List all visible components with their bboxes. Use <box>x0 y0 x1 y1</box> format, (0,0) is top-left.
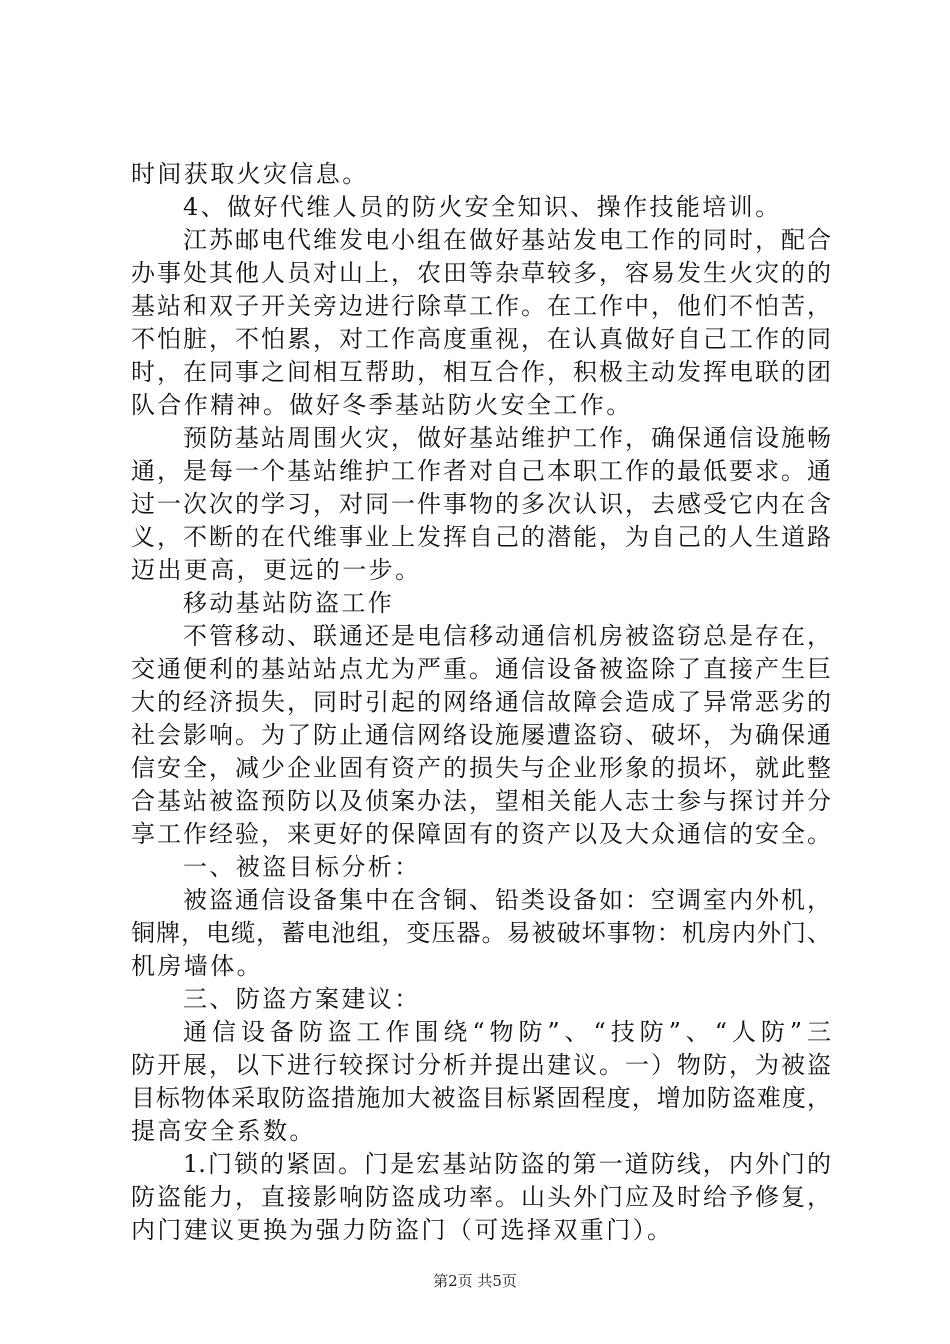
text-line: 目标物体采取防盗措施加大被盗目标紧固程度，增加防盗难度， <box>131 1084 831 1112</box>
text-line: 防开展，以下进行较探讨分析并提出建议。一）物防，为被盗 <box>131 1051 831 1079</box>
text-line: 预防基站周围火灾，做好基站维护工作，确保通信设施畅 <box>183 424 831 452</box>
text-line: 时，在同事之间相互帮助，相互合作，积极主动发挥电联的团 <box>131 358 831 386</box>
text-line: 内门建议更换为强力防盗门（可选择双重门）。 <box>131 1216 674 1244</box>
text-line: 不管移动、联通还是电信移动通信机房被盗窃总是存在， <box>183 622 831 650</box>
text-line: 一、被盗目标分析： <box>183 853 421 881</box>
text-line: 防盗能力，直接影响防盗成功率。山头外门应及时给予修复， <box>131 1183 831 1211</box>
page-footer: 第2页 共5页 <box>433 1272 517 1290</box>
text-line: 义，不断的在代维事业上发挥自己的潜能，为自己的人生道路 <box>131 523 831 551</box>
text-line: 铜牌，电缆，蓄电池组，变压器。易被破坏事物：机房内外门、 <box>131 919 831 947</box>
text-line: 基站和双子开关旁边进行除草工作。在工作中，他们不怕苦， <box>131 292 831 320</box>
text-line: 江苏邮电代维发电小组在做好基站发电工作的同时，配合 <box>183 226 831 254</box>
text-line: 社会影响。为了防止通信网络设施屡遭盗窃、破坏，为确保通 <box>131 721 831 749</box>
text-line: 办事处其他人员对山上，农田等杂草较多，容易发生火灾的的 <box>131 259 831 287</box>
text-line: 队合作精神。做好冬季基站防火安全工作。 <box>131 391 633 419</box>
text-line: 提高安全系数。 <box>131 1117 316 1145</box>
text-line: 三、防盗方案建议： <box>183 985 421 1013</box>
text-line: 4、做好代维人员的防火安全知识、操作技能培训。 <box>183 193 782 221</box>
text-line: 信安全，减少企业固有资产的损失与企业形象的损坏，就此整 <box>131 754 831 782</box>
text-line: 通，是每一个基站维护工作者对自己本职工作的最低要求。通 <box>131 457 831 485</box>
text-line: 机房墙体。 <box>131 952 263 980</box>
text-line: 交通便利的基站站点尤为严重。通信设备被盗除了直接产生巨 <box>131 655 831 683</box>
text-line: 时间获取火灾信息。 <box>131 160 369 188</box>
text-line: 移动基站防盗工作 <box>183 589 395 617</box>
text-line: 不怕脏，不怕累，对工作高度重视，在认真做好自己工作的同 <box>131 325 831 353</box>
text-line: 过一次次的学习，对同一件事物的多次认识，去感受它内在含 <box>131 490 831 518</box>
text-line: 享工作经验，来更好的保障固有的资产以及大众通信的安全。 <box>131 820 831 848</box>
text-line: 大的经济损失，同时引起的网络通信故障会造成了异常恶劣的 <box>131 688 831 716</box>
text-line: 合基站被盗预防以及侦案办法，望相关能人志士参与探讨并分 <box>131 787 831 815</box>
text-line: 1.门锁的紧固。门是宏基站防盗的第一道防线，内外门的 <box>183 1150 831 1178</box>
text-line: 被盗通信设备集中在含铜、铅类设备如：空调室内外机， <box>183 886 831 914</box>
text-line: 通信设备防盗工作围绕“物防”、“技防”、“人防”三 <box>183 1018 831 1046</box>
text-line: 迈出更高，更远的一步。 <box>131 556 422 584</box>
document-body <box>131 158 831 1247</box>
